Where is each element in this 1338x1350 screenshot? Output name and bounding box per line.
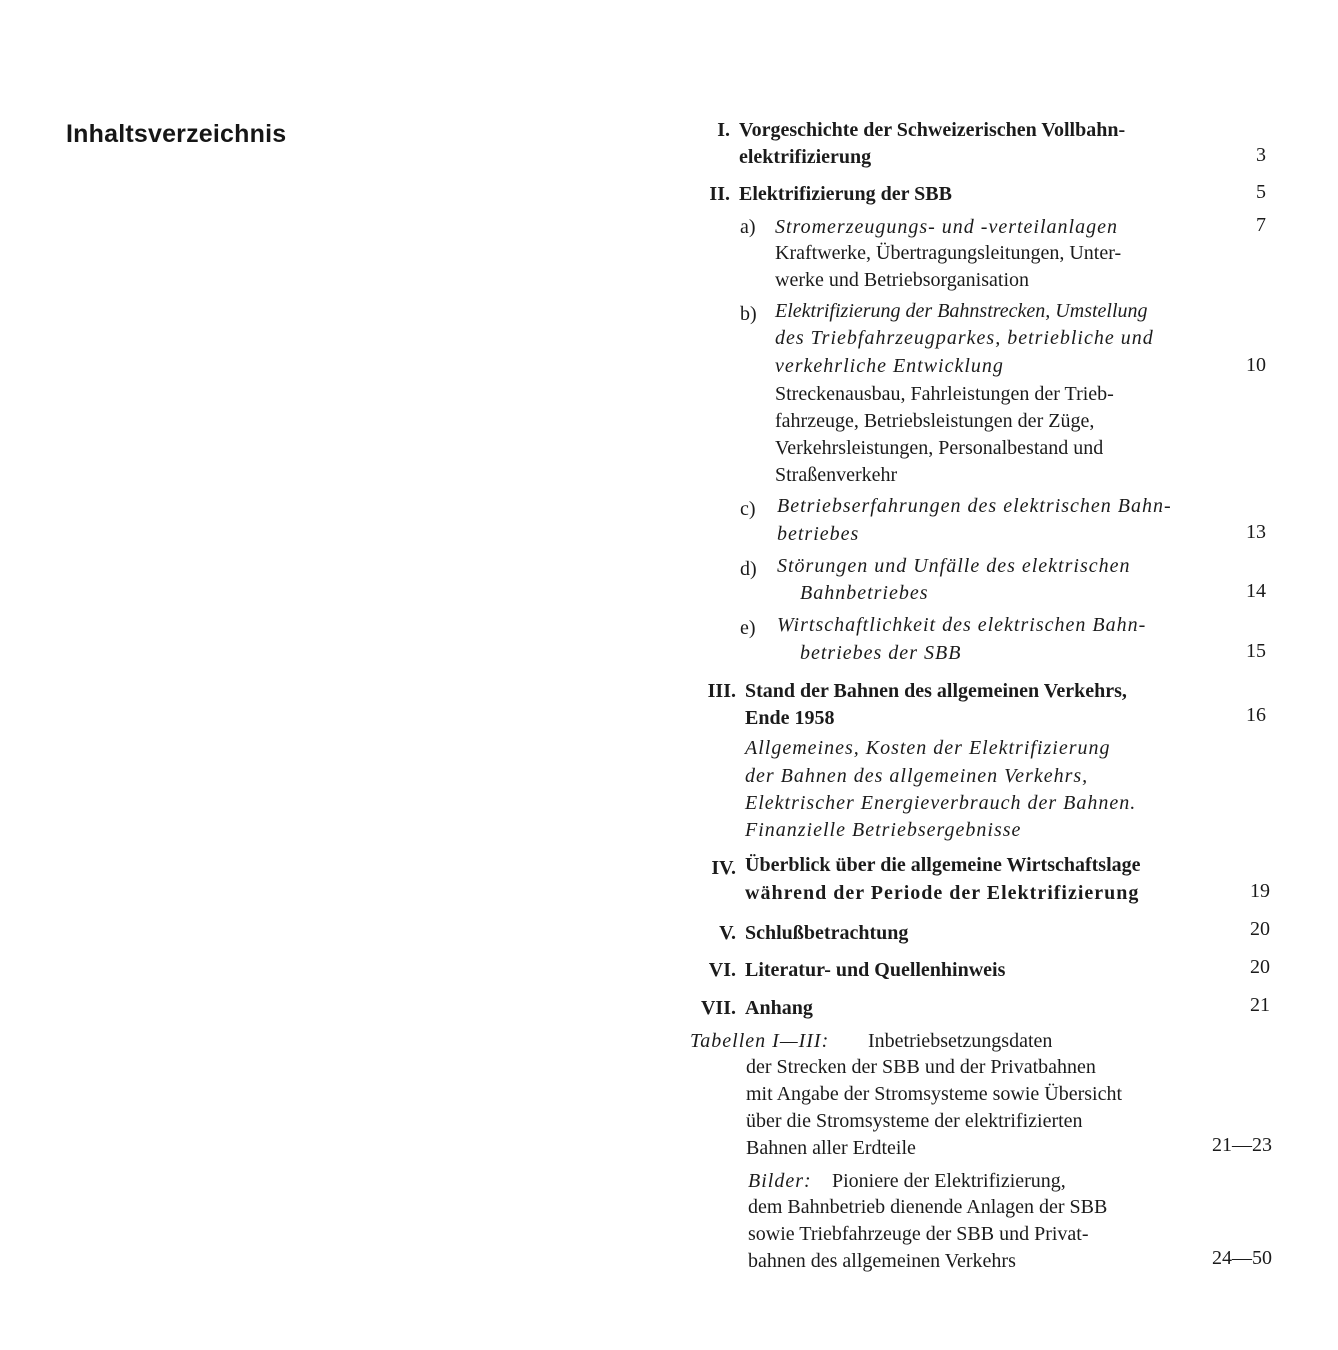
page-number: 7	[1256, 214, 1266, 236]
subsection-letter: d)	[740, 558, 757, 580]
page-title: Inhaltsverzeichnis	[66, 120, 287, 148]
appendix-line: über die Stromsysteme der elektrifizierten	[746, 1110, 1083, 1132]
appendix-line: der Strecken der SBB und der Privatbahnen	[746, 1056, 1096, 1078]
subsection-letter: b)	[740, 303, 757, 325]
subsection-letter: e)	[740, 617, 756, 639]
page-number: 14	[1246, 580, 1266, 602]
subsection-title-line: des Triebfahrzeugparkes, betriebliche und	[775, 327, 1154, 349]
subsection-title-line: betriebes	[777, 523, 860, 545]
subsection-title-line: Betriebserfahrungen des elektrischen Bahn-	[777, 495, 1172, 517]
appendix-line: bahnen des allgemeinen Verkehrs	[748, 1250, 1016, 1272]
chapter-numeral: V.	[719, 922, 736, 944]
chapter-numeral: VII.	[700, 997, 736, 1019]
chapter-title-line: Anhang	[745, 997, 813, 1019]
page-number: 13	[1246, 521, 1266, 543]
subsection-description-line: Kraftwerke, Übertragungsleitungen, Unter-	[775, 242, 1122, 264]
subsection-title-line: Wirtschaftlichkeit des elektrischen Bahn-	[777, 614, 1147, 636]
page-number: 20	[1250, 956, 1270, 978]
subsection-title-line: Bahnbetriebes	[800, 582, 929, 604]
chapter-numeral: III.	[707, 680, 736, 702]
subsection-description-line: fahrzeuge, Betriebsleistungen der Züge,	[775, 410, 1095, 432]
page-number: 5	[1256, 181, 1266, 203]
chapter-description-line: Finanzielle Betriebsergebnisse	[745, 819, 1022, 841]
subsection-letter: c)	[740, 498, 756, 520]
appendix-line: Inbetriebsetzungsdaten	[868, 1030, 1053, 1052]
chapter-title-line: Elektrifizierung der SBB	[739, 183, 952, 205]
page-number: 24—50	[1212, 1247, 1272, 1269]
chapter-numeral: IV.	[711, 857, 736, 879]
chapter-title-line: Literatur- und Quellenhinweis	[745, 959, 1006, 981]
chapter-title-line: Ende 1958	[745, 707, 835, 729]
subsection-title-line: Störungen und Unfälle des elektrischen	[777, 555, 1131, 577]
subsection-description-line: Verkehrsleistungen, Personalbestand und	[775, 437, 1104, 459]
chapter-title-line: Schlußbetrachtung	[745, 922, 909, 944]
chapter-numeral: VI.	[708, 959, 736, 981]
subsection-title-line: Stromerzeugungs- und -verteilanlagen	[775, 216, 1118, 238]
appendix-label: Tabellen I—III:	[690, 1030, 830, 1052]
chapter-title-line: elektrifizierung	[739, 146, 872, 168]
subsection-letter: a)	[740, 216, 756, 238]
appendix-line: Bahnen aller Erdteile	[746, 1137, 916, 1159]
chapter-title-line: während der Periode der Elektrifizierung	[745, 882, 1140, 904]
subsection-description-line: Streckenausbau, Fahrleistungen der Trieb-	[775, 383, 1114, 405]
chapter-title-line: Überblick über die allgemeine Wirtschaftslage	[745, 854, 1141, 876]
page-number: 21—23	[1212, 1134, 1272, 1156]
page-number: 3	[1256, 144, 1266, 166]
appendix-label: Bilder:	[748, 1170, 812, 1192]
chapter-description-line: der Bahnen des allgemeinen Verkehrs,	[745, 765, 1089, 787]
appendix-line: Pioniere der Elektrifizierung,	[832, 1170, 1066, 1192]
subsection-title-line: verkehrliche Entwicklung	[775, 355, 1004, 377]
appendix-line: sowie Triebfahrzeuge der SBB und Privat-	[748, 1223, 1089, 1245]
chapter-numeral: I.	[717, 119, 730, 141]
subsection-description-line: werke und Betriebsorganisation	[775, 269, 1030, 291]
page-number: 19	[1250, 880, 1270, 902]
chapter-description-line: Elektrischer Energieverbrauch der Bahnen.	[745, 792, 1137, 814]
subsection-title-line: betriebes der SBB	[800, 642, 962, 664]
page-number: 21	[1250, 994, 1270, 1016]
page-number: 10	[1246, 354, 1266, 376]
chapter-description-line: Allgemeines, Kosten der Elektrifizierung	[745, 737, 1111, 759]
chapter-title-line: Stand der Bahnen des allgemeinen Verkehrs,	[745, 680, 1127, 702]
chapter-numeral: II.	[709, 183, 730, 205]
subsection-description-line: Straßenverkehr	[775, 464, 898, 486]
chapter-title-line: Vorgeschichte der Schweizerischen Vollbahn-	[739, 119, 1126, 141]
subsection-title-line: Elektrifizierung der Bahnstrecken, Umstellung	[775, 300, 1148, 322]
page-number: 20	[1250, 918, 1270, 940]
appendix-line: mit Angabe der Stromsysteme sowie Übersicht	[746, 1083, 1123, 1105]
page-number: 15	[1246, 640, 1266, 662]
page-number: 16	[1246, 704, 1266, 726]
appendix-line: dem Bahnbetrieb dienende Anlagen der SBB	[748, 1196, 1108, 1218]
